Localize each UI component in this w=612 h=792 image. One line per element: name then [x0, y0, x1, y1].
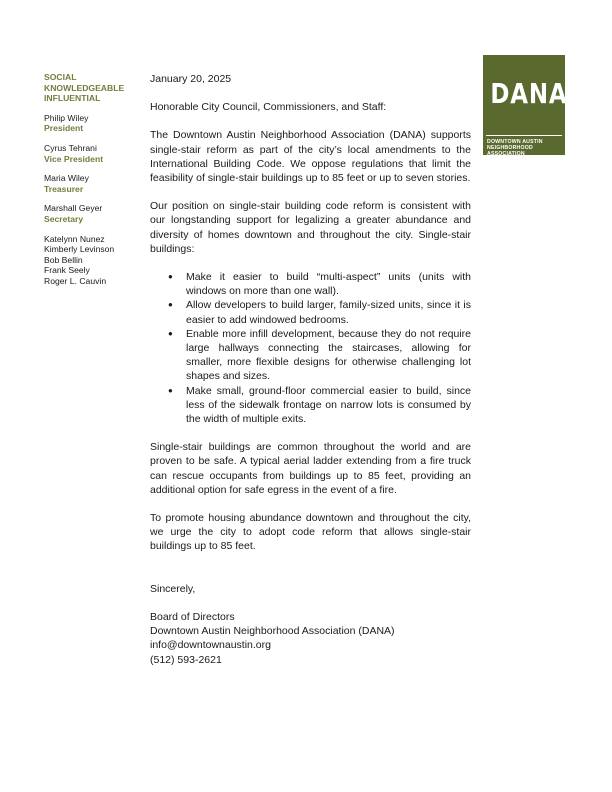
board-member: Frank Seely — [44, 265, 90, 276]
paragraph-safety: Single-stair buildings are common throughout the world and are proven to be safe. A typical aerial ladder extending from a fire truck can rescue occupants from buildings up to 85 feet, providing an additional option for safe egress in the event of a fire. — [150, 441, 471, 496]
tagline-influential: INFLUENTIAL — [44, 93, 101, 104]
officer-role: Treasurer — [44, 183, 84, 194]
board-member: Roger L. Cauvin — [44, 275, 107, 286]
letter-salutation: Honorable City Council, Commissioners, and Staff: — [150, 101, 387, 114]
letter-date: January 20, 2025 — [150, 73, 232, 85]
logo-subtitle-line1: DOWNTOWN AUSTIN — [487, 139, 543, 145]
paragraph-request: To promote housing abundance downtown and throughout the city, we urge the city to adopt code reform that allows single-stair buildings up to 85 feet. — [150, 512, 471, 553]
officer-president — [44, 113, 144, 134]
signature-block — [150, 610, 471, 667]
list-item: ● Make small, ground-floor commercial easier to build, since less of the sidewalk frontage on narrow lots is consumed by the width of multiple exits. — [186, 384, 471, 427]
officer-secretary — [44, 203, 144, 224]
list-item: ● Make it easier to build “multi-aspect” units (units with windows on more than one wall). — [186, 270, 471, 298]
officer-name: Cyrus Tehrani — [44, 142, 97, 153]
list-item: ● Allow developers to build larger, family-sized units, since it is easier to add windowed bedrooms. — [186, 298, 471, 326]
paragraph-support: The Downtown Austin Neighborhood Association (DANA) supports single-stair reform as part of the city’s local amendments to the International Building Code. We oppose regulations that limit the feasibility of single-stair buildings up to 85 feet or up to seven stories. — [150, 129, 471, 185]
officer-name: Maria Wiley — [44, 173, 89, 184]
officer-role: President — [44, 123, 84, 134]
tagline-social: SOCIAL — [44, 72, 77, 82]
board-member: Bob Bellin — [44, 254, 83, 265]
dana-logo — [483, 55, 568, 157]
letter-closing: Sincerely, — [150, 582, 196, 595]
officer-name: Marshall Geyer — [44, 203, 103, 214]
board-member: Kimberly Levinson — [44, 244, 115, 255]
logo-subtitle — [487, 139, 567, 157]
signature-org: Downtown Austin Neighborhood Association (DANA) — [150, 625, 395, 638]
officer-treasurer — [44, 173, 144, 194]
signature-phone: (512) 593-2621 — [150, 653, 222, 666]
officer-role: Vice President — [44, 153, 104, 164]
officer-vice-president — [44, 143, 144, 164]
signature-email: info@downtownaustin.org — [150, 639, 271, 652]
officer-role: Secretary — [44, 213, 84, 224]
logo-divider — [486, 135, 562, 136]
logo-subtitle-line2: NEIGHBORHOOD ASSOCIATION — [487, 145, 533, 157]
signature-board: Board of Directors — [150, 610, 235, 623]
board-member: Katelynn Nunez — [44, 233, 105, 244]
tagline — [44, 72, 144, 104]
letter-body — [150, 72, 471, 667]
sidebar — [44, 72, 144, 287]
tagline-knowledgeable: KNOWLEDGEABLE — [44, 82, 125, 93]
officer-name: Philip Wiley — [44, 112, 89, 123]
board-members — [44, 234, 144, 287]
paragraph-position: Our position on single-stair building code reform is consistent with our longstanding support for legalizing a greater abundance and diversity of homes downtown and throughout the city. Single-stair buildings: — [150, 200, 471, 255]
list-item: ● Enable more infill development, because they do not require large hallways connecting the staircases, allowing for smaller, more flexible designs for otherwise challenging lot shapes and sizes. — [186, 327, 471, 384]
logo-wordmark: DANA — [490, 77, 568, 110]
benefits-list — [150, 270, 471, 426]
